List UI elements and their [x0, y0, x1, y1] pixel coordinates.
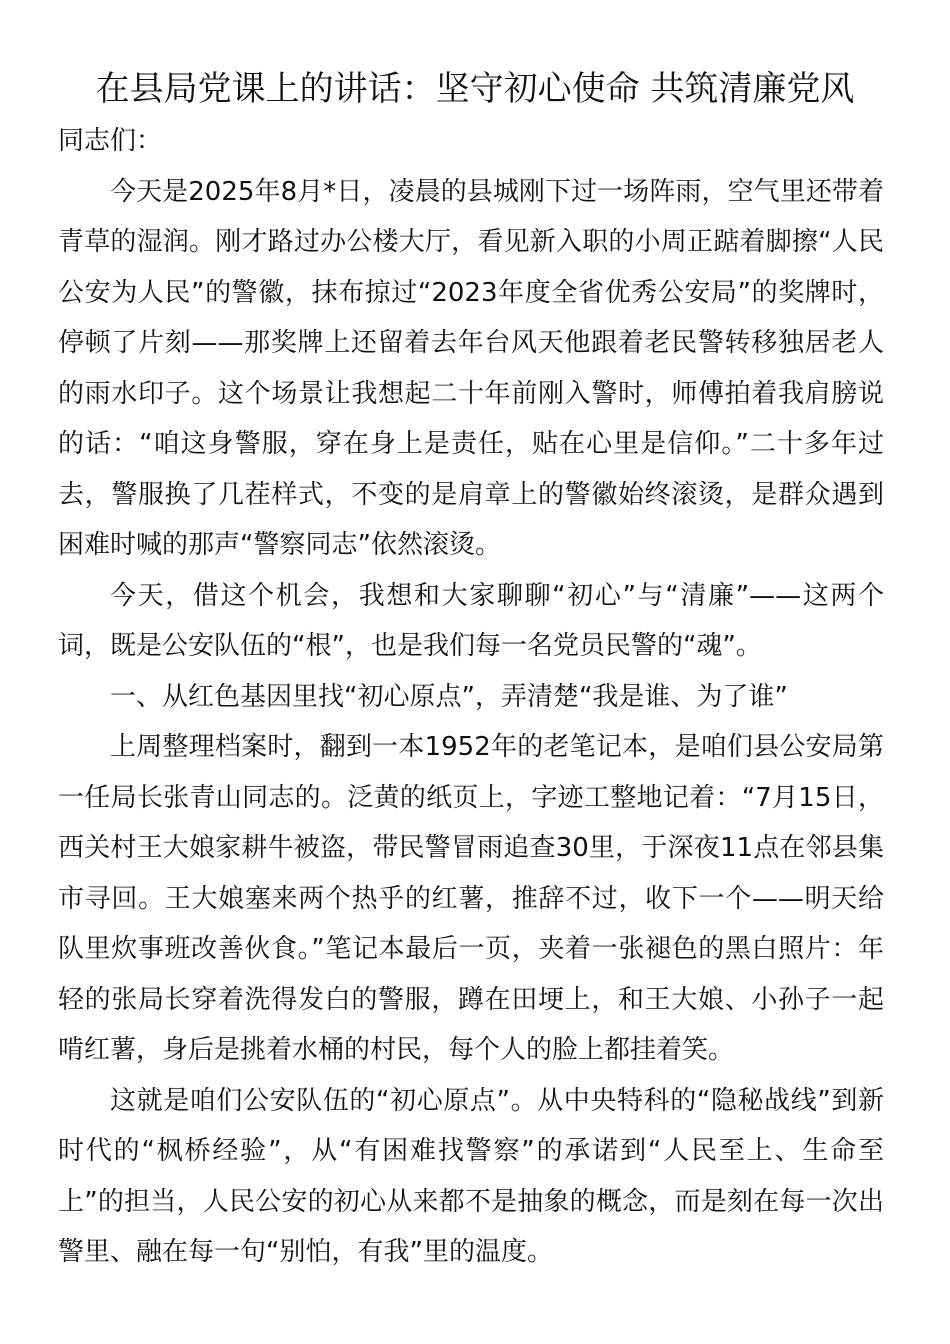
- paragraph-original-aspiration: 这就是咱们公安队伍的“初心原点”。从中央特科的“隐秘战线”到新时代的“枫桥经验”，从“有困难找警察”的承诺到“人民至上、生命至上”的担当，人民公安的初心从来都不是抽象的概念，而是刻在每一次出警里、融在每一句“别怕，有我”里的温度。: [58, 1085, 884, 1267]
- salutation: 同志们：: [58, 126, 163, 156]
- document-body: [58, 116, 884, 1278]
- section-heading: 一、从红色基因里找“初心原点”，弄清楚“我是谁、为了谁”: [110, 681, 788, 712]
- paragraph-opening: 今天是2025年8月*日，凌晨的县城刚下过一场阵雨，空气里还带着青草的湿润。刚才路过办公楼大厅，看见新入职的小周正踮着脚擦“人民公安为人民”的警徽，抹布掠过“2023年度全省优秀公安局”的奖牌时，停顿了片刻——那奖牌上还留着去年台风天他跟着老民警转移独居老人的雨水印子。这个场景让我想起二十年前刚入警时，师傅拍着我肩膀说的话：“咱这身警服，穿在身上是责任，贴在心里是信仰。”二十多年过去，警服换了几茬样式，不变的是肩章上的警徽始终滚烫，是群众遇到困难时喊的那声“警察同志”依然滚烫。: [58, 176, 884, 560]
- paragraph-topic: 今天，借这个机会，我想和大家聊聊“初心”与“清廉”——这两个词，既是公安队伍的“根”，也是我们每一名党员民警的“魂”。: [58, 580, 884, 661]
- paragraph-notebook-story: 上周整理档案时，翻到一本1952年的老笔记本，是咱们县公安局第一任局长张青山同志的。泛黄的纸页上，字迹工整地记着：“7月15日，西关村王大娘家耕牛被盗，带民警冒雨追查30里，于深夜11点在邻县集市寻回。王大娘塞来两个热乎的红薯，推辞不过，收下一个——明天给队里炊事班改善伙食。”笔记本最后一页，夹着一张褪色的黑白照片：年轻的张局长穿着洗得发白的警服，蹲在田埂上，和王大娘、小孙子一起啃红薯，身后是挑着水桶的村民，每个人的脸上都挂着笑。: [58, 732, 884, 1065]
- document-title: 在县局党课上的讲话：坚守初心使命 共筑清廉党风: [95, 69, 855, 109]
